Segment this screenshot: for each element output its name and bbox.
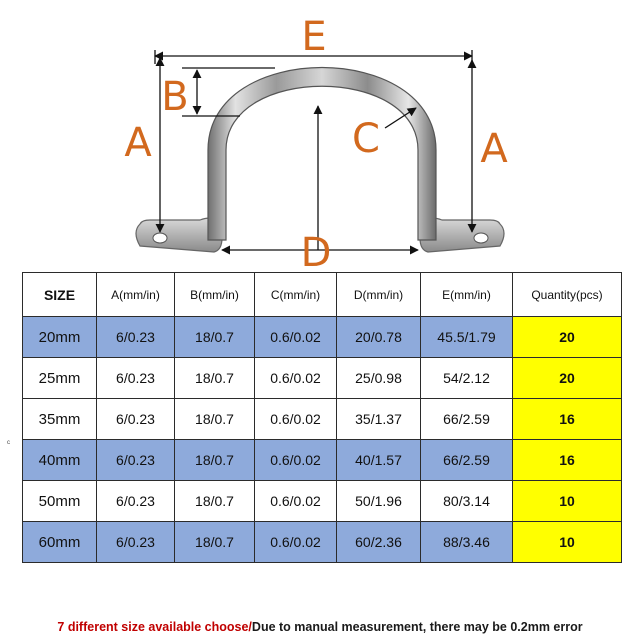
cell-d: 20/0.78 (337, 317, 421, 358)
cell-quantity: 20 (513, 317, 622, 358)
pipe-clamp-image (136, 68, 504, 253)
table-row (23, 317, 622, 358)
cell-a: 6/0.23 (97, 317, 175, 358)
header-a: A(mm/in) (97, 273, 175, 317)
footer-highlight: 7 different size available choose/ (57, 620, 252, 634)
cell-e: 80/3.14 (421, 481, 513, 522)
cell-b: 18/0.7 (175, 358, 255, 399)
cell-d: 25/0.98 (337, 358, 421, 399)
clamp-diagram (0, 0, 640, 272)
table-row (23, 522, 622, 563)
cell-b: 18/0.7 (175, 317, 255, 358)
dimension-label-a-right: A (480, 126, 508, 172)
header-c: C(mm/in) (255, 273, 337, 317)
cell-a: 6/0.23 (97, 358, 175, 399)
cell-e: 66/2.59 (421, 440, 513, 481)
dimension-label-c: C (352, 116, 380, 162)
cell-quantity: 10 (513, 522, 622, 563)
cell-size: 25mm (23, 358, 97, 399)
cell-b: 18/0.7 (175, 522, 255, 563)
cell-a: 6/0.23 (97, 481, 175, 522)
cell-c: 0.6/0.02 (255, 481, 337, 522)
table-row (23, 358, 622, 399)
cell-a: 6/0.23 (97, 522, 175, 563)
cell-d: 50/1.96 (337, 481, 421, 522)
size-spec-table (22, 272, 622, 563)
dimension-label-d: D (300, 230, 332, 272)
dimension-label-a-left: A (124, 120, 152, 166)
table-row (23, 481, 622, 522)
header-d: D(mm/in) (337, 273, 421, 317)
cell-d: 40/1.57 (337, 440, 421, 481)
header-size: SIZE (23, 273, 97, 317)
header-b: B(mm/in) (175, 273, 255, 317)
cell-quantity: 16 (513, 440, 622, 481)
cell-b: 18/0.7 (175, 440, 255, 481)
header-quantity: Quantity(pcs) (513, 273, 622, 317)
cell-c: 0.6/0.02 (255, 317, 337, 358)
cell-size: 40mm (23, 440, 97, 481)
dimension-label-b: B (161, 74, 189, 120)
cell-e: 66/2.59 (421, 399, 513, 440)
cell-a: 6/0.23 (97, 399, 175, 440)
cell-quantity: 16 (513, 399, 622, 440)
side-mark: c (7, 440, 10, 446)
cell-size: 35mm (23, 399, 97, 440)
footer-disclaimer: Due to manual measurement, there may be 0.2mm error (251, 620, 583, 634)
cell-e: 88/3.46 (421, 522, 513, 563)
cell-e: 45.5/1.79 (421, 317, 513, 358)
cell-d: 60/2.36 (337, 522, 421, 563)
cell-c: 0.6/0.02 (255, 440, 337, 481)
cell-size: 20mm (23, 317, 97, 358)
cell-c: 0.6/0.02 (255, 522, 337, 563)
footer-note (0, 620, 640, 634)
cell-a: 6/0.23 (97, 440, 175, 481)
table-row (23, 399, 622, 440)
cell-b: 18/0.7 (175, 481, 255, 522)
dimension-label-e: E (301, 14, 327, 60)
table-header-row (23, 273, 622, 317)
cell-size: 60mm (23, 522, 97, 563)
table-row (23, 440, 622, 481)
cell-c: 0.6/0.02 (255, 358, 337, 399)
cell-e: 54/2.12 (421, 358, 513, 399)
cell-d: 35/1.37 (337, 399, 421, 440)
cell-b: 18/0.7 (175, 399, 255, 440)
cell-c: 0.6/0.02 (255, 399, 337, 440)
header-e: E(mm/in) (421, 273, 513, 317)
cell-quantity: 20 (513, 358, 622, 399)
cell-quantity: 10 (513, 481, 622, 522)
cell-size: 50mm (23, 481, 97, 522)
